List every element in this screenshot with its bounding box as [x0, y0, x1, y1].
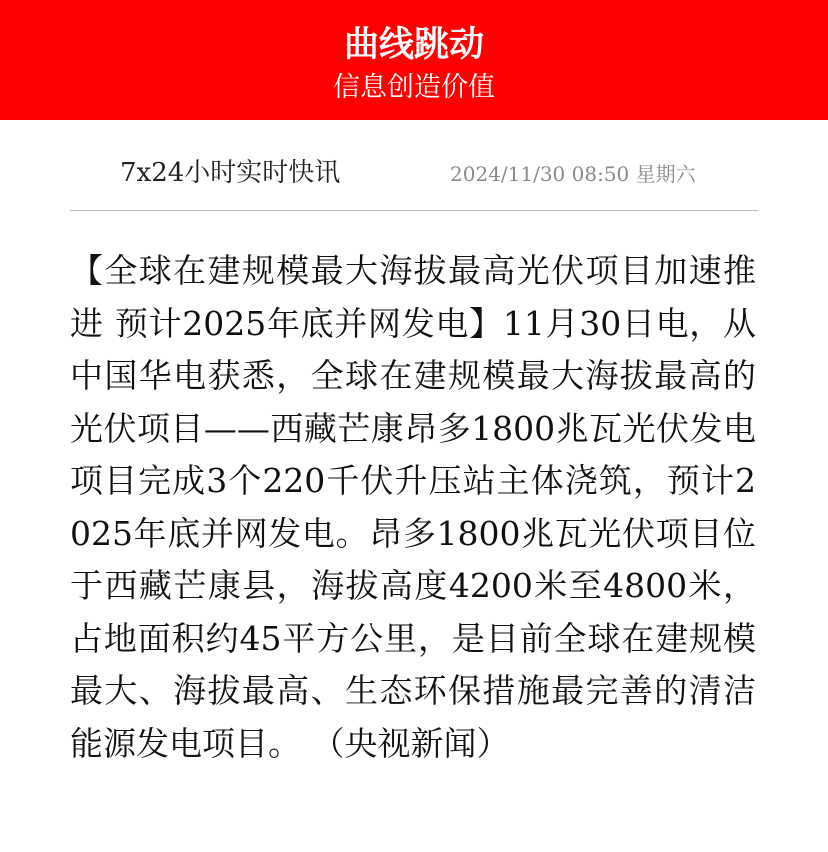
- timestamp: [450, 158, 696, 187]
- weekday: 星期六: [635, 162, 696, 186]
- meta-row: [70, 120, 758, 211]
- date: 2024/11/30: [450, 162, 566, 186]
- time: 08:50: [571, 162, 630, 186]
- brand-title: 曲线跳动: [343, 24, 484, 65]
- header-banner: [0, 0, 828, 120]
- brand-slogan: 信息创造价值: [333, 72, 495, 103]
- feed-label: 7x24小时实时快讯: [120, 158, 341, 188]
- news-article: 【全球在建规模最大海拔最高光伏项目加速推进 预计2025年底并网发电】11月30日电，从中国华电获悉，全球在建规模最大海拔最高的光伏项目——西藏芒康昂多1800兆瓦光伏发电项目完成3个220千伏升压站主体浇筑，预计2025年底并网发电。昂多1800兆瓦光伏项目位于西藏芒康县，海拔高度4200米至4800米，占地面积约45平方公里，是目前全球在建规模最大、海拔最高、生态环保措施最完善的清洁能源发电项目。 （央视新闻）: [70, 251, 756, 763]
